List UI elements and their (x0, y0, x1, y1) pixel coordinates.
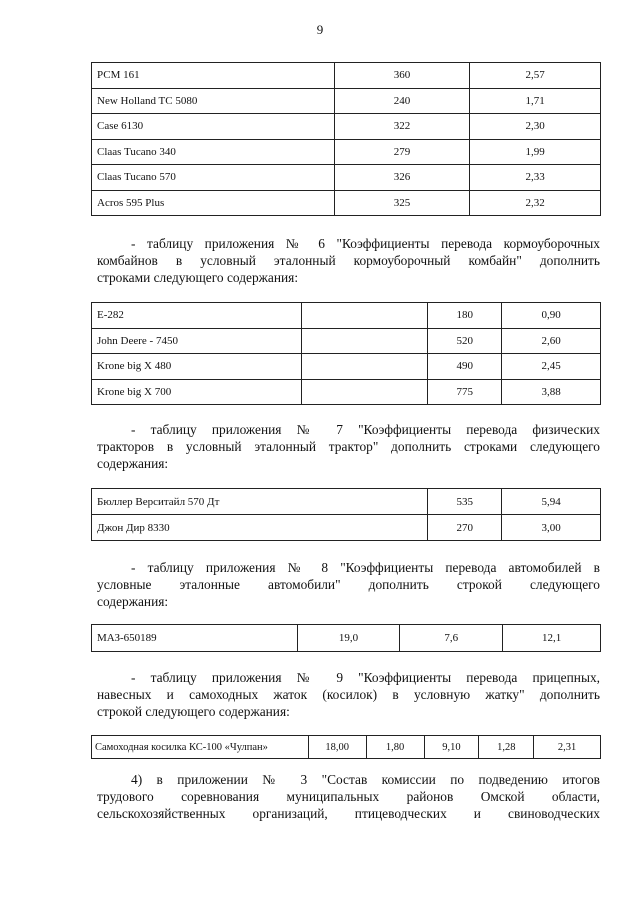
cell-value: 2,45 (502, 354, 601, 380)
text-line: сельскохозяйственных организаций, птицеводческих и свиноводческих (97, 806, 600, 821)
text-line: комбайнов в условный эталонный кормоуборочный комбайн" дополнить (97, 253, 600, 268)
text-line: - таблицу приложения № 6 "Коэффициенты перевода кормоуборочных (131, 236, 600, 251)
cell-value: 279 (334, 139, 470, 165)
cell-name: Acros 595 Plus (92, 190, 335, 216)
cell-name: Самоходная косилка КС-100 «Чулпан» (92, 736, 309, 759)
table-row (92, 379, 601, 405)
cell-value: 325 (334, 190, 470, 216)
table-row (92, 190, 601, 216)
text-line: тракторов в условный эталонный трактор" дополнить строками следующего (97, 439, 600, 454)
table-row (92, 515, 601, 541)
text-line: условные эталонные автомобили" дополнить строкой следующего (97, 577, 600, 592)
cell-value: 0,90 (502, 303, 601, 329)
cell-value: 775 (428, 379, 502, 405)
text-line: строками следующего содержания: (97, 270, 299, 285)
text-line: 4) в приложении № 3 "Состав комиссии по подведению итогов (131, 772, 600, 787)
text-line: строкой следующего содержания: (97, 704, 290, 719)
cell-value (301, 303, 428, 329)
cell-value: 12,1 (503, 625, 601, 652)
cell-name: Бюллер Верситайл 570 Дт (92, 489, 428, 515)
paragraph-appendix-9 (97, 669, 600, 720)
cell-value: 3,00 (502, 515, 601, 541)
text-line: трудового соревнования муниципальных районов Омской области, (97, 789, 600, 804)
cell-value: 7,6 (400, 625, 503, 652)
table-row (92, 114, 601, 140)
cell-value: 2,57 (470, 63, 601, 89)
table-row (92, 63, 601, 89)
cell-value: 326 (334, 165, 470, 191)
cell-name: New Holland TC 5080 (92, 88, 335, 114)
cell-value: 322 (334, 114, 470, 140)
cell-value: 2,33 (470, 165, 601, 191)
paragraph-appendix-7 (97, 421, 600, 472)
cell-value: 18,00 (308, 736, 366, 759)
cell-value: 490 (428, 354, 502, 380)
cell-value: 5,94 (502, 489, 601, 515)
table-row (92, 625, 601, 652)
cell-name: Е-282 (92, 303, 302, 329)
page-number: 9 (316, 22, 324, 37)
table-row (92, 88, 601, 114)
cell-value: 535 (428, 489, 502, 515)
cell-value: 19,0 (297, 625, 400, 652)
table-row (92, 354, 601, 380)
table-tractors (91, 488, 601, 541)
text-line: навесных и самоходных жаток (косилок) в условную жатку" дополнить (97, 687, 600, 702)
cell-value: 2,32 (470, 190, 601, 216)
paragraph-appendix-8 (97, 559, 600, 610)
table-grain-harvesters (91, 62, 601, 216)
cell-name: РСМ 161 (92, 63, 335, 89)
cell-value (301, 379, 428, 405)
text-line: - таблицу приложения № 8 "Коэффициенты перевода автомобилей в (131, 560, 600, 575)
cell-value: 180 (428, 303, 502, 329)
cell-value: 270 (428, 515, 502, 541)
cell-value: 1,71 (470, 88, 601, 114)
text-line: - таблицу приложения № 9 "Коэффициенты перевода прицепных, (131, 670, 600, 685)
table-row (92, 328, 601, 354)
cell-name: John Deere - 7450 (92, 328, 302, 354)
cell-value: 240 (334, 88, 470, 114)
cell-value: 2,31 (534, 736, 601, 759)
cell-name: Krone big X 700 (92, 379, 302, 405)
cell-value (301, 328, 428, 354)
text-line: содержания: (97, 594, 169, 609)
cell-name: Джон Дир 8330 (92, 515, 428, 541)
text-line: - таблицу приложения № 7 "Коэффициенты перевода физических (131, 422, 600, 437)
paragraph-appendix-6 (97, 235, 600, 286)
cell-name: Claas Tucano 570 (92, 165, 335, 191)
table-row (92, 165, 601, 191)
cell-name: Case 6130 (92, 114, 335, 140)
table-row (92, 303, 601, 329)
paragraph-appendix-3 (97, 771, 600, 822)
table-mowers (91, 735, 601, 759)
cell-value: 1,80 (366, 736, 424, 759)
cell-value: 520 (428, 328, 502, 354)
table-vehicles (91, 624, 601, 652)
table-row (92, 489, 601, 515)
cell-name: Claas Tucano 340 (92, 139, 335, 165)
cell-value: 2,60 (502, 328, 601, 354)
cell-value: 360 (334, 63, 470, 89)
cell-name: МАЗ-650189 (92, 625, 298, 652)
table-forage-harvesters (91, 302, 601, 405)
cell-value: 2,30 (470, 114, 601, 140)
cell-value (301, 354, 428, 380)
text-line: содержания: (97, 456, 169, 471)
cell-value: 1,28 (479, 736, 534, 759)
cell-name: Krone big X 480 (92, 354, 302, 380)
cell-value: 9,10 (424, 736, 479, 759)
cell-value: 1,99 (470, 139, 601, 165)
table-row (92, 139, 601, 165)
cell-value: 3,88 (502, 379, 601, 405)
table-row (92, 736, 601, 759)
